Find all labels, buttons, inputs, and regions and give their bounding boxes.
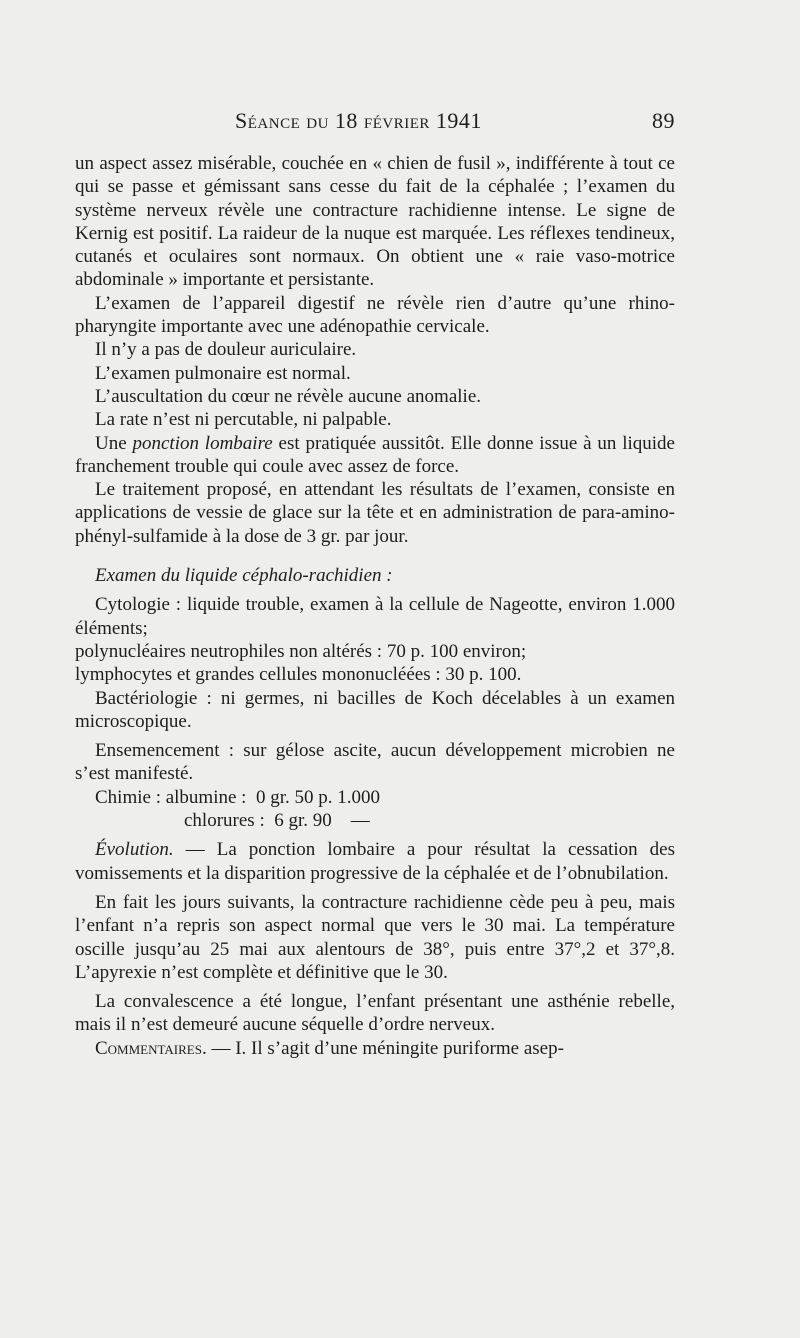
- exam-heading: [75, 564, 675, 587]
- chimie-line-1: Chimie : albumine : 0 gr. 50 p. 1.000: [95, 786, 380, 808]
- page-body: [75, 152, 675, 1060]
- exam-heading-text: Examen du liquide céphalo-rachidien :: [95, 565, 393, 587]
- paragraph-polynucleaires: polynucléaires neutrophiles non altérés : 70 p. 100 environ;: [75, 640, 527, 662]
- running-header: [75, 108, 675, 140]
- paragraph-jours-suivants: En fait les jours suivants, la contracture rachidienne cède peu à peu, mais l’enfant n’a repris son aspect normal que vers le 30 mai. La température oscille jusqu’au 25 mai aux alentours de 38°, puis entre 37°,2 et 37°,8. L’apyrexie n’est complète et définitive que le 30.: [75, 891, 675, 983]
- paragraph-2: L’examen de l’appareil digestif ne révèle rien d’autre qu’une rhino-pharyngite importante avec une adénopathie cervicale.: [75, 292, 675, 338]
- paragraph-7: [75, 432, 675, 479]
- header-seance: Séance du: [235, 108, 329, 133]
- chimie-line-2: chlorures : 6 gr. 90 —: [184, 810, 370, 832]
- header-title: [235, 108, 482, 134]
- p7-pre: Une: [95, 432, 127, 454]
- p7-italic: ponction lombaire: [132, 432, 273, 454]
- paragraph-evolution: [75, 838, 675, 885]
- paragraph-3: Il n’y a pas de douleur auriculaire.: [95, 339, 357, 361]
- paragraph-6: La rate n’est ni percutable, ni palpable.: [95, 409, 392, 431]
- commentaires-line: [75, 1037, 675, 1060]
- paragraph-1: un aspect assez misérable, couchée en « chien de fusil », indifférente à tout ce qui se passe et gémissant sans cesse du fait de la céphalée ; l’examen du système nerveux révèle une contracture rachidienne intense. Le signe de Kernig est positif. La raideur de la nuque est marquée. Les réflexes tendineux, cutanés et oculaires sont normaux. On obtient une « raie vaso-motrice abdominale » importante et persistante.: [75, 153, 675, 291]
- paragraph-5: L’auscultation du cœur ne révèle aucune anomalie.: [95, 385, 482, 407]
- chimie-block: [75, 786, 675, 833]
- commentaires-label: Commentaires.: [95, 1037, 207, 1059]
- evolution-label: Évolution.: [95, 839, 174, 861]
- paragraph-4: L’examen pulmonaire est normal.: [95, 362, 351, 384]
- p7-post: est pratiquée aussitôt. Elle donne issue à un liquide franchement trouble qui coule avec assez de force.: [75, 432, 675, 477]
- paragraph-8: Le traitement proposé, en attendant les résultats de l’examen, consiste en applications de vessie de glace sur la tête et en administration de para-amino-phényl-sulfamide à la dose de 3 gr. par jour.: [75, 479, 675, 547]
- paragraph-bacteriologie: Bactériologie : ni germes, ni bacilles de Koch décelables à un examen microscopique.: [75, 687, 675, 732]
- evolution-text: — La ponction lombaire a pour résultat la cessation des vomissements et la disparition progressive de la céphalée et de l’obnubilation.: [75, 839, 675, 884]
- commentaires-text: — I. Il s’agit d’une méningite puriforme asep-: [211, 1037, 564, 1059]
- header-month: février: [363, 108, 430, 133]
- page-number: 89: [652, 108, 675, 133]
- paragraph-ensemencement: Ensemencement : sur gélose ascite, aucun développement microbien ne s’est manifesté.: [75, 740, 675, 785]
- paragraph-convalescence: La convalescence a été longue, l’enfant présentant une asthénie rebelle, mais il n’est demeuré aucune séquelle d’ordre nerveux.: [75, 991, 675, 1036]
- paragraph-lymphocytes: lymphocytes et grandes cellules mononucléées : 30 p. 100.: [75, 664, 522, 686]
- header-day: 18: [334, 108, 358, 133]
- paragraph-cytologie: Cytologie : liquide trouble, examen à la cellule de Nageotte, environ 1.000 éléments;: [75, 594, 675, 639]
- header-year: 1941: [435, 108, 482, 133]
